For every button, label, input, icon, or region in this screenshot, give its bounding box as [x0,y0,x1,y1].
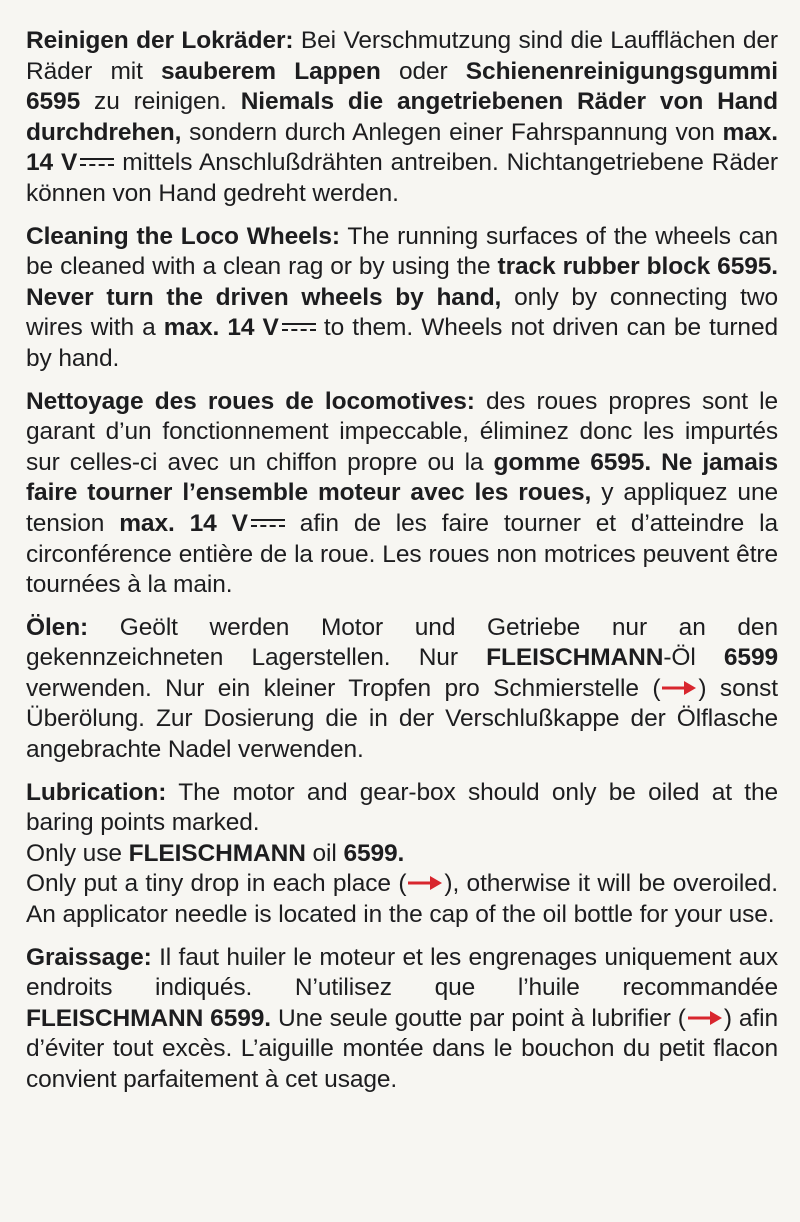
section-cleaning-fr [26,387,778,601]
heading-oiling-de: Ölen: [26,613,89,641]
section-oiling-en [26,778,778,931]
text: Bei Verschmutzung sind die Laufflächen der Räder mit [26,27,778,85]
voltage-value: max. 14 V [26,118,778,177]
red-arrow-icon [406,873,444,893]
heading-cleaning-de: Reinigen der Lokräder: [26,27,294,54]
text: ) afin d’éviter tout excès. L’aiguille montée dans le bouchon du petit flacon convient parfaitement à cet usage. [26,1004,779,1093]
emphasis: track rubber block 6595. Never turn the driven wheels by hand, [26,253,778,311]
brand-name: FLEISCHMANN 6599. [26,1004,271,1032]
text: Only use [26,839,129,867]
text: y appliquez une tension [26,479,779,537]
voltage-value: max. 14 V [163,314,279,342]
text: The running surfaces of the wheels can be cleaned with a clean rag or by using the [26,222,778,281]
text: oil [305,839,344,867]
text: Geölt werden Motor und Getriebe nur an den gekennzeichneten Lagerstellen. Nur [26,613,778,672]
emphasis: Schienenreinigungsgummi 6595 [26,57,778,116]
text: oder [380,57,466,85]
text: mittels Anschlußdrähten antreiben. Nichtangetriebene Räder können von Hand gedreht werden. [26,149,778,207]
product-number: 6599 [723,644,778,672]
text: ) sonst Überölung. Zur Dosierung die in der Verschlußkappe der Ölflasche angebrachte Nadel verwenden. [26,674,778,764]
red-arrow-icon [686,1008,724,1028]
text: Une seule goutte par point à lubrifier ( [271,1004,686,1032]
product-number: 6599. [343,839,405,867]
heading-oiling-fr: Graissage: [26,943,152,971]
text: -Öl [663,644,724,672]
text: Only put a tiny drop in each place ( [26,870,407,898]
text: zu reinigen. [80,88,241,116]
heading-cleaning-fr: Nettoyage des roues de locomotives: [26,387,475,415]
section-cleaning-en [26,222,778,375]
section-oiling-de [26,613,778,766]
brand-name: FLEISCHMANN [486,644,664,672]
emphasis: gomme 6595. Ne jamais faire tourner l’ensemble moteur avec les roues, [26,448,778,507]
text: ), otherwise it will be overoiled. An applicator needle is located in the cap of the oil bottle for your use. [26,870,778,929]
text: afin de les faire tourner et d’atteindre la circonférence entière de la roue. Les roues non motrices peuvent être tournées à la main. [26,509,778,599]
text: to them. Wheels not driven can be turned by hand. [26,314,778,372]
voltage-value: max. 14 V [119,509,248,537]
text: only by connecting two wires with a [26,283,778,342]
text: Il faut huiler le moteur et les engrenages uniquement aux endroits indiqués. N’utilisez que l’huile recommandée [26,943,778,1002]
text: verwenden. Nur ein kleiner Tropfen pro Schmierstelle ( [26,674,661,702]
heading-cleaning-en: Cleaning the Loco Wheels: [26,222,340,250]
brand-name: FLEISCHMANN [128,839,306,867]
section-cleaning-de [26,26,778,210]
dc-voltage-icon [80,156,114,168]
dc-voltage-icon [282,321,316,333]
text: des roues propres sont le garant d’un fonctionnement impeccable, éliminez donc les impurtés sur celles-ci avec un chiffon propre ou la [26,387,778,476]
section-oiling-fr [26,943,778,1096]
emphasis: Niemals die angetriebenen Räder von Hand durchdrehen, [26,88,778,146]
text: The motor and gear-box should only be oiled at the baring points marked. [26,778,778,837]
text: sondern durch Anlegen einer Fahrspannung von [181,118,723,146]
heading-oiling-en: Lubrication: [26,778,167,806]
emphasis: sauberem Lappen [161,57,381,85]
dc-voltage-icon [251,517,285,529]
red-arrow-icon [660,678,698,698]
